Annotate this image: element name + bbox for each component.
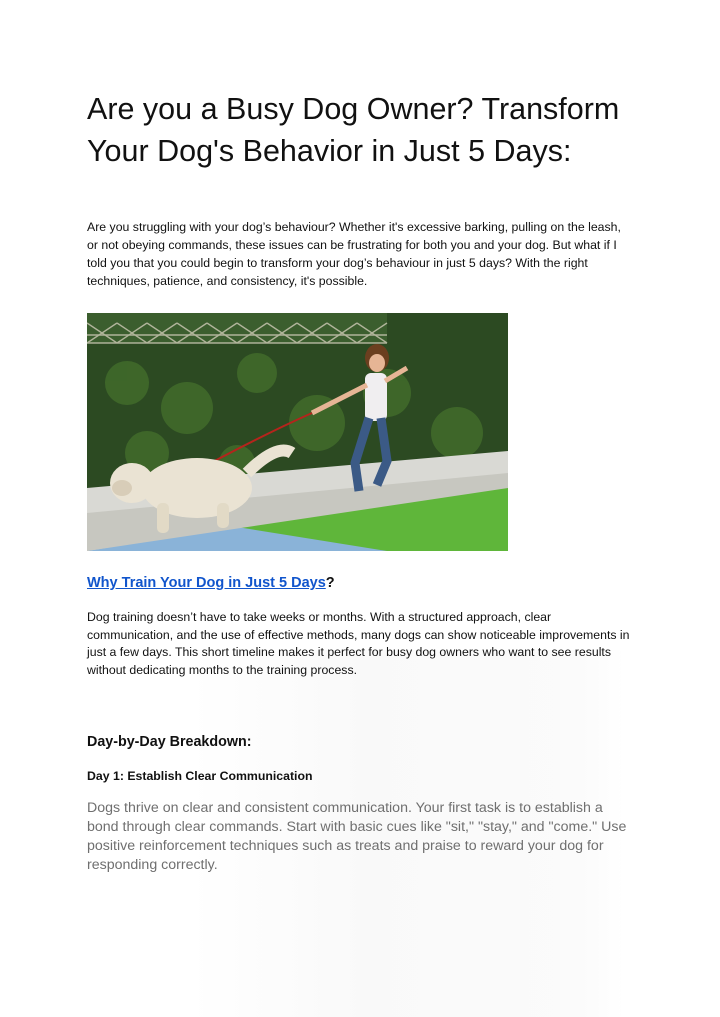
- document-page: [87, 88, 632, 875]
- why-train-link[interactable]: Why Train Your Dog in Just 5 Days: [87, 575, 326, 591]
- day1-paragraph: Dogs thrive on clear and consistent communication. Your first task is to establish a bond through clear commands. Start with basic cues like "sit," "stay," and "come." Use positive reinforcement techniques such as treats and praise to reward your dog for responding correctly.: [87, 800, 627, 873]
- heading-question-mark: ?: [325, 575, 335, 591]
- intro-paragraph: Are you struggling with your dog’s behaviour? Whether it's excessive barking, pulling on the leash, or not obeying commands, these issues can be frustrating for both you and your dog. But what if I told you that you could begin to transform your dog’s behaviour in just 5 days? With the right techniques, patience, and consistency, it's possible.: [87, 220, 621, 288]
- woman-walking-dog-photo: [87, 313, 508, 551]
- page-title: Are you a Busy Dog Owner? Transform Your Dog's Behavior in Just 5 Days:: [87, 92, 620, 168]
- day1-heading: Day 1: Establish Clear Communication: [87, 769, 313, 783]
- section-heading-breakdown: Day-by-Day Breakdown:: [87, 734, 252, 750]
- why-train-paragraph: Dog training doesn’t have to take weeks or months. With a structured approach, clear communication, and the use of effective methods, many dogs can show noticeable improvements in just a few days. This short timeline makes it perfect for busy dog owners who want to see results without dedicating months to the training process.: [87, 610, 630, 677]
- section-heading-why-train: [87, 573, 632, 593]
